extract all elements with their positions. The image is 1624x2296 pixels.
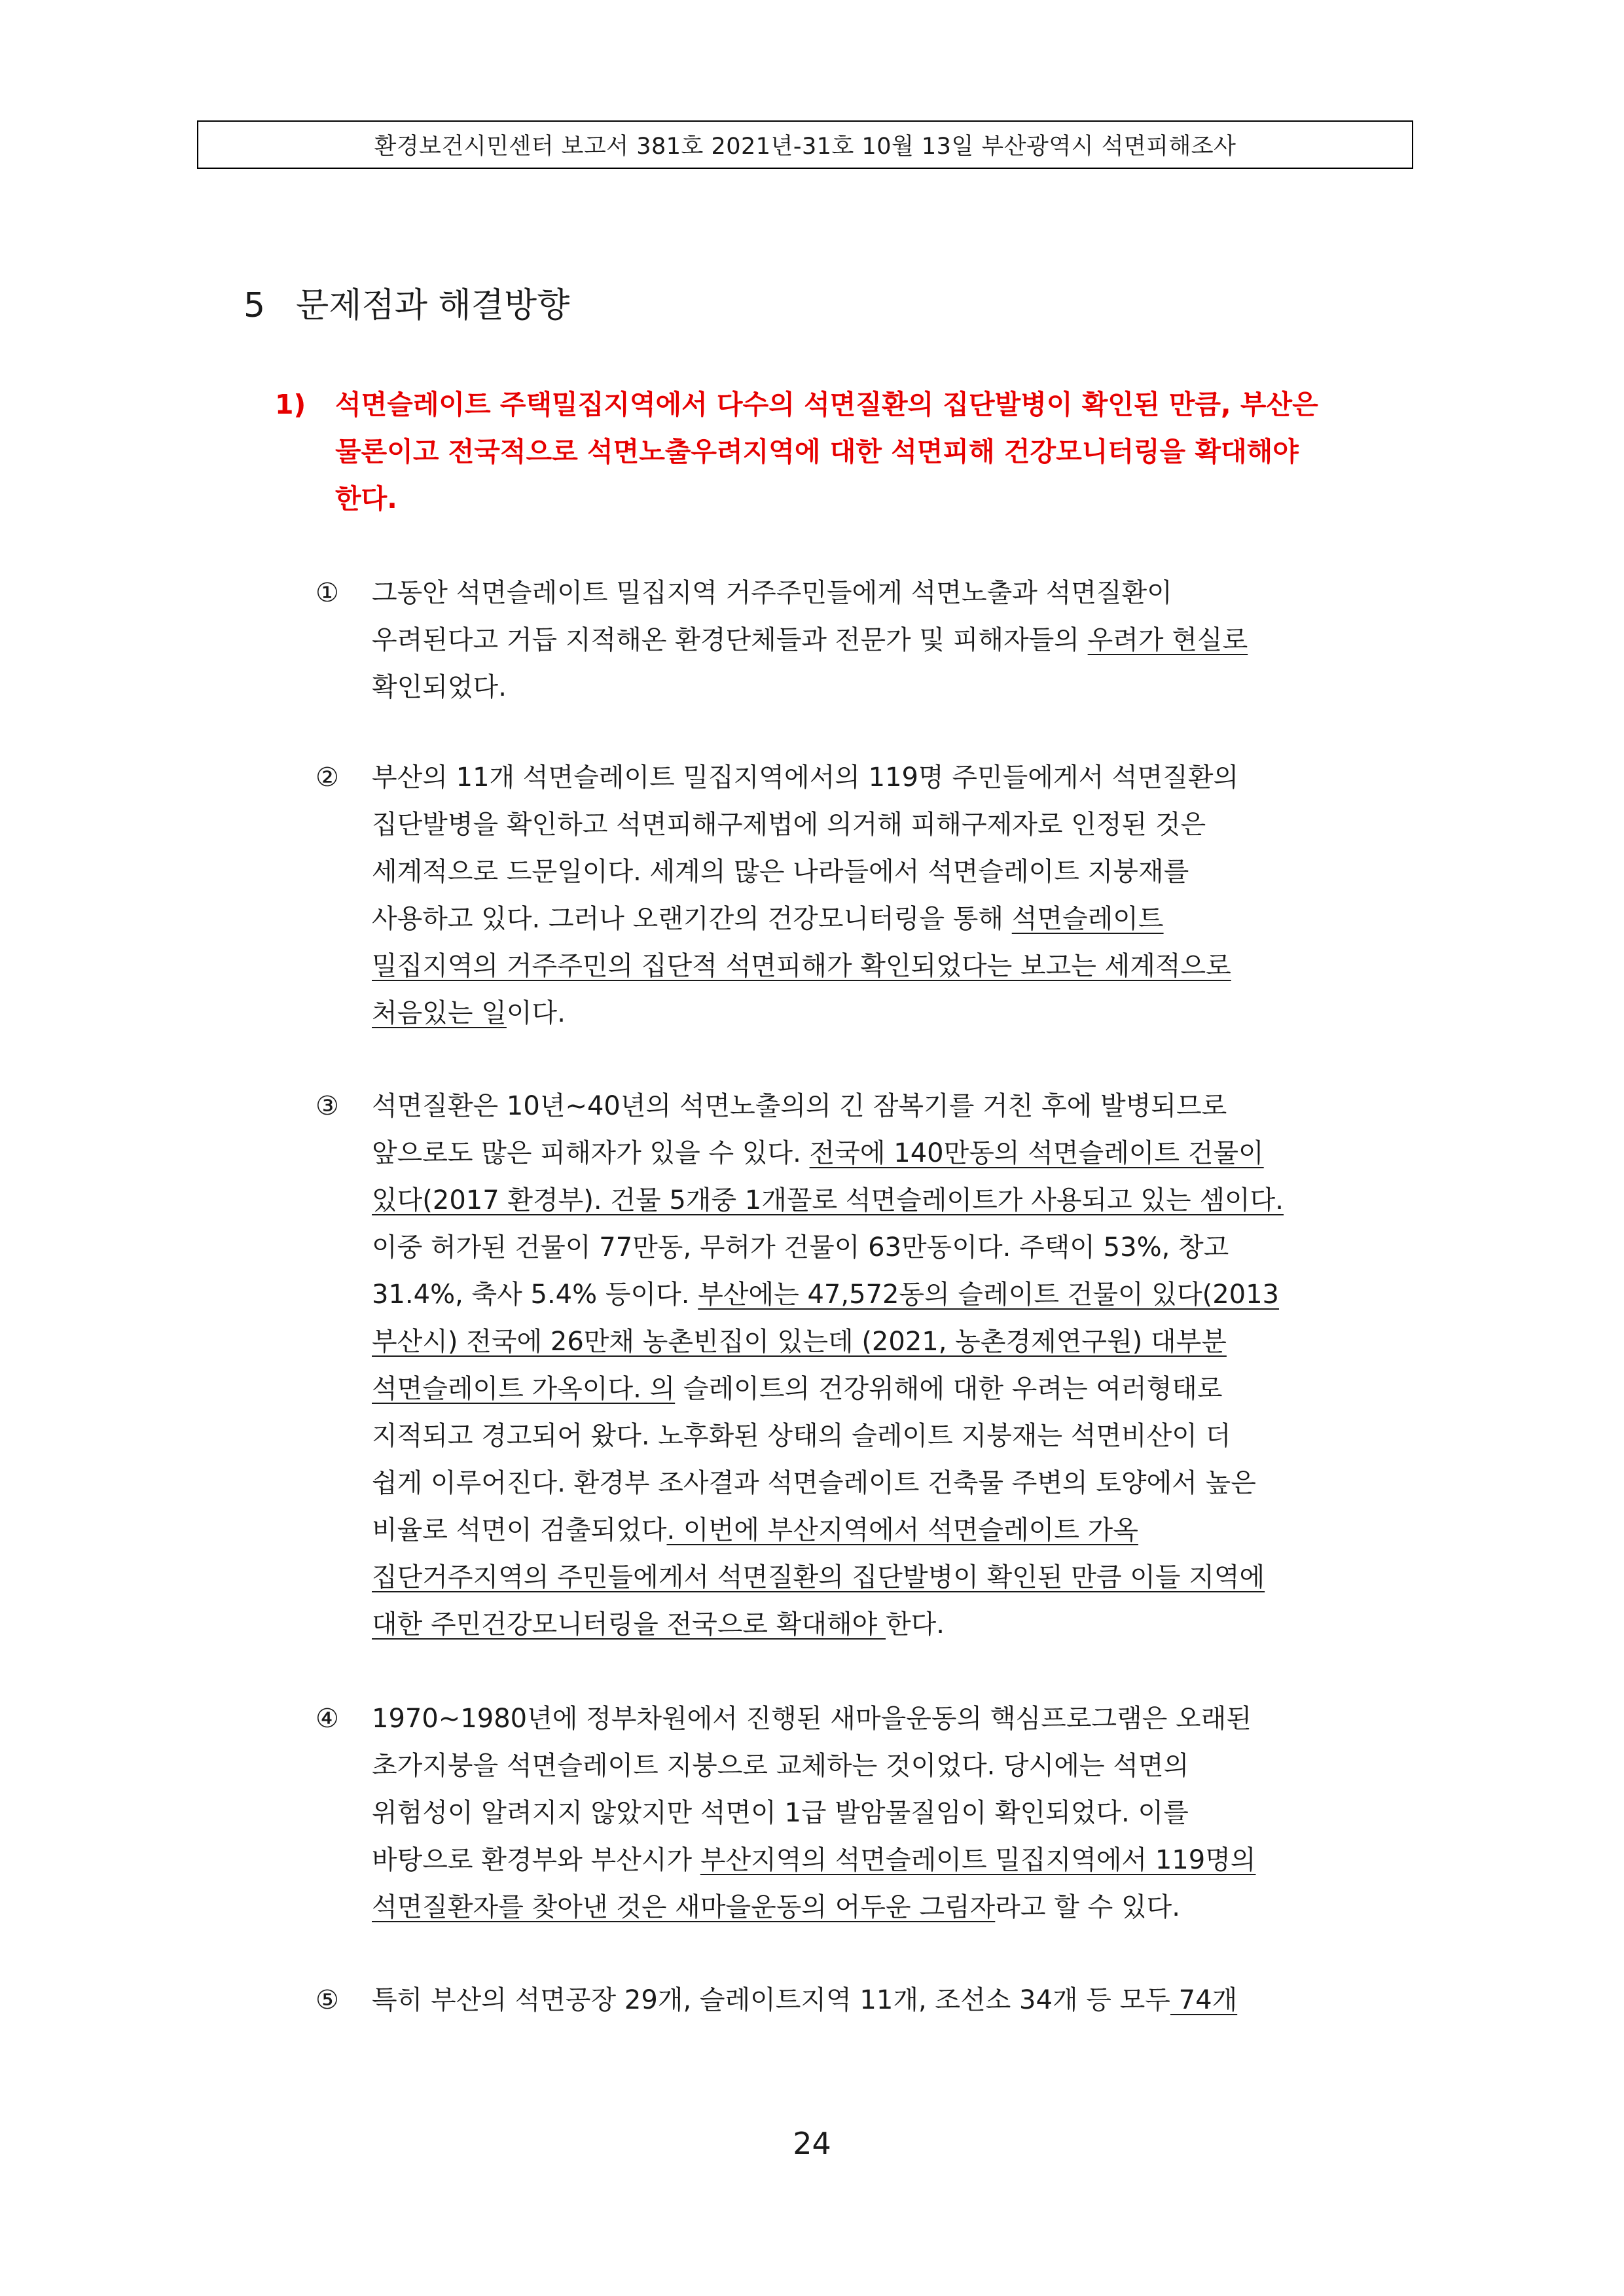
item-text: 확인되었다.: [372, 672, 507, 702]
report-header: [197, 120, 1413, 169]
underlined-text: 처음있는 일: [372, 998, 507, 1028]
item-marker: ④: [316, 1704, 339, 1734]
item-text: 슬레이트의 건강위해에 대한 우려는 여러형태로: [675, 1374, 1223, 1404]
item-line: [372, 1318, 1415, 1365]
underlined-text: 부산에는 47,572동의 슬레이트 건물이 있다(2013: [698, 1280, 1280, 1310]
item-text: 집단발병을 확인하고 석면피해구제법에 의거해 피해구제자로 인정된 것은: [372, 810, 1206, 840]
finding-number: 1): [275, 389, 306, 420]
underlined-text: 석면슬레이트 가옥이다. 의: [372, 1374, 676, 1404]
item-line: [372, 1837, 1415, 1884]
item-text: 특히 부산의 석면공장 29개, 슬레이트지역 11개, 조선소 34개 등 모두: [372, 1985, 1170, 2015]
item-body: [372, 1083, 1415, 1648]
section-number: 5: [244, 286, 266, 325]
item-marker: ①: [316, 578, 339, 608]
item-line: [372, 1224, 1415, 1271]
item-line: [372, 1554, 1415, 1601]
item-text: 초가지붕을 석면슬레이트 지붕으로 교체하는 것이었다. 당시에는 석면의: [372, 1751, 1189, 1781]
list-item: [316, 1083, 1415, 1648]
item-line: [372, 1695, 1415, 1742]
list-item: [316, 1977, 1415, 2024]
underlined-text: 밀집지역의 거주주민의 집단적 석면피해가 확인되었다는 보고는 세계적으로: [372, 951, 1231, 981]
item-marker: ②: [316, 762, 339, 793]
report-header-text: 환경보건시민센터 보고서 381호 2021년-31호 10월 13일 부산광역시 석면피해조사: [374, 134, 1236, 160]
item-text: 바탕으로 환경부와 부산시가: [372, 1845, 700, 1875]
item-marker: ③: [316, 1091, 339, 1121]
item-text: 지적되고 경고되어 왔다. 노후화된 상태의 슬레이트 지붕재는 석면비산이 더: [372, 1421, 1231, 1451]
item-text: 세계적으로 드문일이다. 세계의 많은 나라들에서 석면슬레이트 지붕재를: [372, 857, 1189, 887]
item-line: [372, 1789, 1415, 1837]
item-text: 사용하고 있다. 그러나 오랜기간의 건강모니터링을 통해: [372, 904, 1012, 934]
item-line: [372, 942, 1415, 990]
item-line: [372, 617, 1415, 664]
item-line: [372, 1742, 1415, 1789]
item-text: 한다.: [886, 1609, 945, 1640]
item-text: 쉽게 이루어진다. 환경부 조사결과 석면슬레이트 건축물 주변의 토양에서 높은: [372, 1468, 1256, 1498]
underlined-text: 석면슬레이트: [1011, 904, 1164, 934]
item-body: [372, 754, 1415, 1037]
item-line: [372, 1412, 1415, 1460]
item-line: [372, 1177, 1415, 1224]
underlined-text: 석면질환자를 찾아낸 것은 새마을운동의 어두운 그림자: [372, 1892, 996, 1922]
item-line: [372, 1365, 1415, 1412]
item-text: 라고 할 수 있다.: [995, 1892, 1180, 1922]
item-line: [372, 1130, 1415, 1177]
item-line: [372, 1977, 1415, 2024]
finding-text: [335, 381, 1414, 522]
underlined-text: 대한 주민건강모니터링을 전국으로 확대해야: [372, 1609, 886, 1640]
item-line: [372, 1083, 1415, 1130]
finding-line: 석면슬레이트 주택밀집지역에서 다수의 석면질환의 집단발병이 확인된 만큼, 부산은: [335, 389, 1318, 420]
item-text: 우려된다고 거듭 지적해온 환경단체들과 전문가 및 피해자들의: [372, 625, 1088, 655]
item-line: [372, 848, 1415, 895]
item-line: [372, 1601, 1415, 1648]
item-text: 비율로 석면이 검출되었다: [372, 1515, 667, 1545]
underlined-text: 집단거주지역의 주민들에게서 석면질환의 집단발병이 확인된 만큼 이들 지역에: [372, 1562, 1265, 1592]
item-line: [372, 754, 1415, 801]
item-text: 석면질환은 10년~40년의 석면노출의의 긴 잠복기를 거친 후에 발병되므로: [372, 1091, 1227, 1121]
item-text: 이다.: [506, 998, 566, 1028]
item-text: 1970~1980년에 정부차원에서 진행된 새마을운동의 핵심프로그램은 오래된: [372, 1704, 1252, 1734]
finding-line: 물론이고 전국적으로 석면노출우려지역에 대한 석면피해 건강모니터링을 확대해야: [335, 436, 1299, 467]
item-text: 이중 허가된 건물이 77만동, 무허가 건물이 63만동이다. 주택이 53%, 창고: [372, 1232, 1229, 1263]
underlined-text: 부산시) 전국에 26만채 농촌빈집이 있는데 (2021, 농촌경제연구원) 대부분: [372, 1327, 1227, 1357]
underlined-text: 전국에 140만동의 석면슬레이트 건물이: [809, 1138, 1264, 1168]
item-line: [372, 990, 1415, 1037]
key-finding: [275, 381, 1414, 522]
item-line: [372, 664, 1415, 711]
item-body: [372, 1695, 1415, 1931]
item-body: [372, 569, 1415, 711]
list-item: [316, 754, 1415, 1037]
item-text: 앞으로도 많은 피해자가 있을 수 있다.: [372, 1138, 810, 1168]
item-line: [372, 1884, 1415, 1931]
item-marker: ⑤: [316, 1985, 339, 2015]
list-item: [316, 569, 1415, 711]
list-item: [316, 1695, 1415, 1931]
item-line: [372, 1507, 1415, 1554]
item-text: 부산의 11개 석면슬레이트 밀집지역에서의 119명 주민들에게서 석면질환의: [372, 762, 1239, 793]
item-text: 위험성이 알려지지 않았지만 석면이 1급 발암물질임이 확인되었다. 이를: [372, 1798, 1189, 1828]
item-line: [372, 1271, 1415, 1318]
item-line: [372, 1460, 1415, 1507]
item-line: [372, 895, 1415, 942]
section-heading: [244, 283, 569, 329]
underlined-text: 우려가 현실로: [1087, 625, 1248, 655]
page-number: 24: [793, 2126, 831, 2161]
underlined-text: 74개: [1170, 1985, 1238, 2015]
underlined-text: 부산지역의 석면슬레이트 밀집지역에서 119명의: [700, 1845, 1256, 1875]
item-body: [372, 1977, 1415, 2024]
item-text: 그동안 석면슬레이트 밀집지역 거주주민들에게 석면노출과 석면질환이: [372, 578, 1172, 608]
section-title: 문제점과 해결방향: [296, 286, 570, 325]
finding-line: 한다.: [335, 483, 397, 514]
underlined-text: . 이번에 부산지역에서 석면슬레이트 가옥: [666, 1515, 1138, 1545]
item-text: 31.4%, 축사 5.4% 등이다.: [372, 1280, 698, 1310]
underlined-text: 있다(2017 환경부). 건물 5개중 1개꼴로 석면슬레이트가 사용되고 있는 셈이다.: [372, 1185, 1284, 1215]
item-line: [372, 569, 1415, 617]
item-line: [372, 801, 1415, 848]
